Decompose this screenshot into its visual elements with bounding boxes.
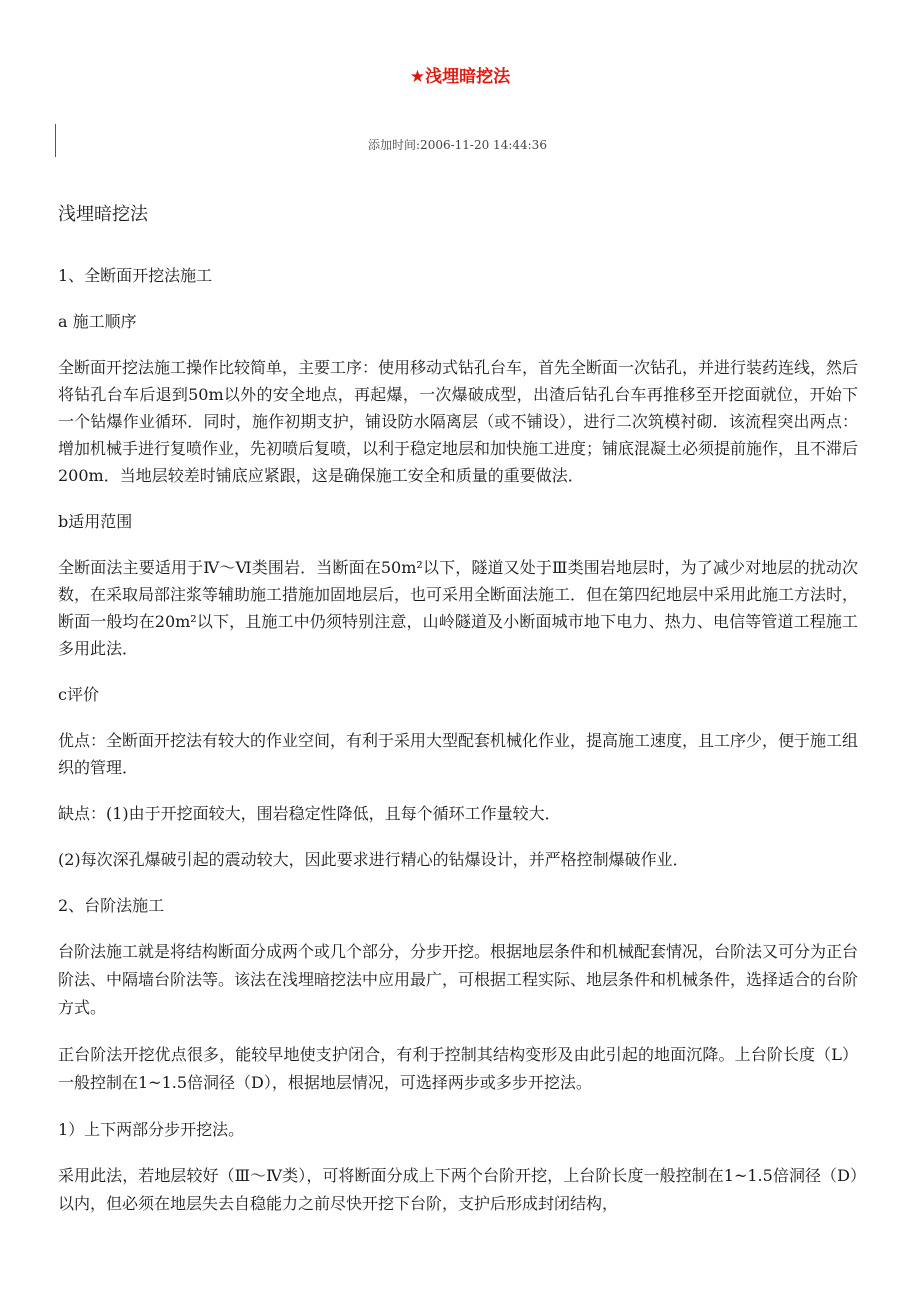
paragraph-scope: 全断面法主要适用于Ⅳ～Ⅵ类围岩．当断面在50m²以下，隧道又处于Ⅲ类围岩地层时，为了减少对地层的扰动次数，在采取局部注浆等辅助施工措施加固地层后，也可采用全断面法施工．但在第四纪地层中采用此施工方法时，断面一般均在20m²以下，且施工中仍须特别注意，山岭隧道及小断面城市地下电力、热力、电信等管道工程施工多用此法． (58, 558, 859, 658)
article-heading: 浅埋暗挖法 (58, 204, 148, 225)
paragraph-disadvantages-1: 缺点：(1)由于开挖面较大，围岩稳定性降低，且每个循环工作量较大． (58, 804, 561, 823)
paragraph-construction-sequence: 全断面开挖法施工操作比较简单，主要工序：使用移动式钻孔台车，首先全断面一次钻孔，并进行装药连线，然后将钻孔台车后退到50m以外的安全地点，再起爆，一次爆破成型，出渣后钻孔台车再推移至开挖面就位，开始下一个钻爆作业循环．同时，施作初期支护，铺设防水隔离层（或不铺设），进行二次筑模衬砌．该流程突出两点：增加机械手进行复喷作业，先初喷后复喷，以利于稳定地层和加快施工进度；铺底混凝土必须提前施作，且不滞后200m．当地层较差时铺底应紧跟，这是确保施工安全和质量的重要做法． (58, 358, 859, 485)
section-heading-full-face: 1、全断面开挖法施工 (58, 266, 213, 285)
publish-timestamp: 添加时间:2006-11-20 14:44:36 (368, 138, 547, 152)
subheading-evaluation: c评价 (58, 685, 99, 704)
subheading-scope: b适用范围 (58, 512, 133, 531)
paragraph-advantages: 优点：全断面开挖法有较大的作业空间，有利于采用大型配套机械化作业，提高施工速度，且工序少，便于施工组织的管理． (58, 731, 859, 777)
paragraph-positive-bench: 正台阶法开挖优点很多，能较早地使支护闭合，有利于控制其结构变形及由此引起的地面沉降。上台阶长度（L）一般控制在1~1.5倍洞径（D），根据地层情况，可选择两步或多步开挖法。 (58, 1045, 858, 1092)
paragraph-two-step: 采用此法，若地层较好（Ⅲ～Ⅳ类），可将断面分成上下两个台阶开挖，上台阶长度一般控制在1~1.5倍洞径（D）以内，但必须在地层失去自稳能力之前尽快开挖下台阶，支护后形成封闭结构， (58, 1166, 858, 1213)
article-body (58, 200, 858, 1237)
section-heading-bench-method: 2、台阶法施工 (58, 896, 165, 915)
article-title: ★浅埋暗挖法 (409, 67, 511, 87)
paragraph-disadvantages-2: (2)每次深孔爆破引起的震动较大，因此要求进行精心的钻爆设计，并严格控制爆破作业． (58, 850, 689, 869)
paragraph-bench-method: 台阶法施工就是将结构断面分成两个或几个部分，分步开挖。根据地层条件和机械配套情况，台阶法又可分为正台阶法、中隔墙台阶法等。该法在浅埋暗挖法中应用最广，可根据工程实际、地层条件和机械条件，选择适合的台阶方式。 (58, 942, 859, 1017)
subheading-two-step: 1）上下两部分步开挖法。 (58, 1120, 245, 1139)
subheading-construction-sequence: a 施工顺序 (58, 312, 137, 331)
